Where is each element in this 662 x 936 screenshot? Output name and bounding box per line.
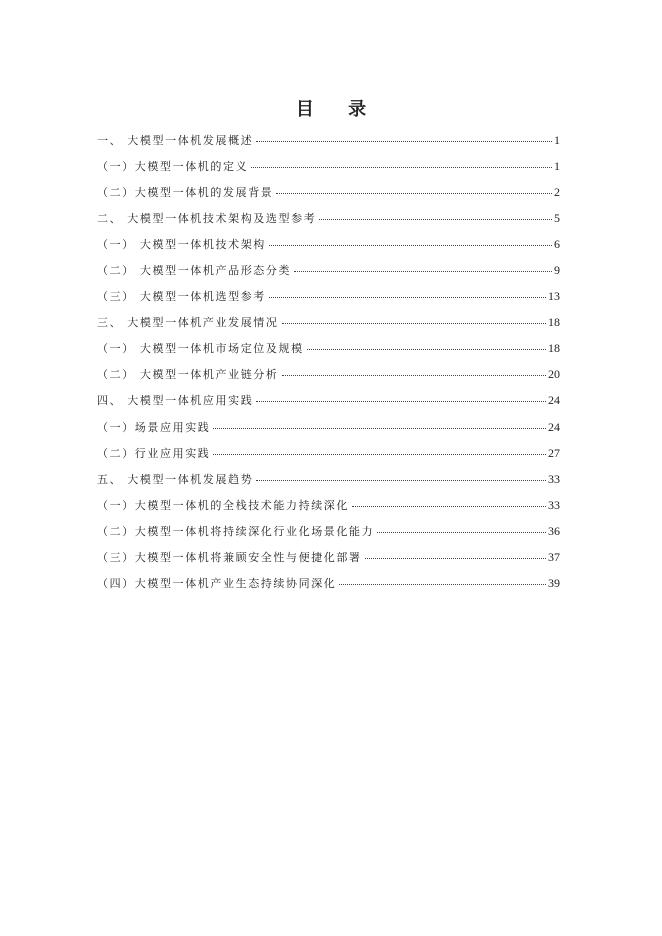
dot-leader [352, 506, 546, 507]
toc-entry-page: 36 [548, 523, 560, 538]
dot-leader [339, 584, 546, 585]
dot-leader [213, 454, 546, 455]
toc-entry[interactable] [97, 392, 560, 418]
toc-entry-label: （二） 大模型一体机产业链分析 [97, 368, 279, 382]
toc-entry[interactable] [97, 575, 560, 601]
dot-leader [294, 271, 552, 272]
dot-leader [319, 219, 552, 220]
toc-entry-page: 9 [554, 263, 560, 278]
toc-entry-page: 1 [554, 159, 560, 174]
toc-entry[interactable] [97, 549, 560, 575]
toc-entry[interactable] [97, 523, 560, 549]
toc-entry[interactable] [97, 497, 560, 523]
toc-entry-label: （二） 大模型一体机产品形态分类 [97, 264, 292, 278]
toc-entry[interactable] [97, 288, 560, 314]
dot-leader [269, 245, 552, 246]
toc-entry-page: 18 [548, 315, 560, 330]
dot-leader [256, 401, 546, 402]
toc-entry[interactable] [97, 236, 560, 262]
dot-leader [256, 480, 546, 481]
toc-entry-label: （四）大模型一体机产业生态持续协同深化 [97, 576, 337, 590]
toc-entry-page: 33 [548, 471, 560, 486]
toc-entry[interactable] [97, 471, 560, 497]
toc-entry-label: （二）大模型一体机将持续深化行业化场景化能力 [97, 524, 375, 538]
table-of-contents [97, 132, 560, 601]
toc-entry[interactable] [97, 366, 560, 392]
toc-entry-label: （一）大模型一体机的全栈技术能力持续深化 [97, 498, 349, 512]
toc-entry-page: 27 [548, 445, 560, 460]
toc-entry-label: （一）场景应用实践 [97, 420, 211, 434]
dot-leader [282, 375, 547, 376]
toc-entry-label: （三）大模型一体机将兼顾安全性与便捷化部署 [97, 550, 362, 564]
toc-entry[interactable] [97, 314, 560, 340]
toc-entry-label: （二）大模型一体机的发展背景 [97, 186, 274, 200]
toc-entry-label: （三） 大模型一体机选型参考 [97, 290, 266, 304]
toc-entry-page: 24 [548, 393, 560, 408]
toc-entry[interactable] [97, 445, 560, 471]
toc-entry[interactable] [97, 419, 560, 445]
toc-entry-label: 三、 大模型一体机产业发展情况 [97, 316, 279, 330]
toc-entry[interactable] [97, 210, 560, 236]
dot-leader [251, 167, 552, 168]
toc-entry-page: 1 [554, 133, 560, 147]
toc-entry[interactable] [97, 158, 560, 184]
toc-entry-page: 37 [548, 549, 560, 564]
dot-leader [377, 532, 546, 533]
dot-leader [256, 141, 552, 142]
toc-entry-page: 5 [554, 211, 560, 226]
dot-leader [276, 193, 552, 194]
toc-entry-page: 20 [548, 367, 560, 382]
toc-entry-label: 四、 大模型一体机应用实践 [97, 394, 254, 408]
dot-leader [269, 297, 546, 298]
dot-leader [365, 558, 546, 559]
dot-leader [282, 323, 547, 324]
toc-entry-page: 18 [548, 341, 560, 356]
toc-entry[interactable] [97, 340, 560, 366]
toc-entry-label: （二）行业应用实践 [97, 446, 211, 460]
toc-entry[interactable] [97, 132, 560, 158]
dot-leader [213, 428, 546, 429]
toc-entry-label: 五、 大模型一体机发展趋势 [97, 472, 254, 486]
toc-entry-page: 2 [554, 185, 560, 200]
toc-entry-label: （一）大模型一体机的定义 [97, 160, 249, 174]
toc-entry-page: 13 [548, 289, 560, 304]
toc-entry-label: （一） 大模型一体机技术架构 [97, 238, 266, 252]
toc-entry[interactable] [97, 262, 560, 288]
toc-entry-label: （一） 大模型一体机市场定位及规模 [97, 342, 304, 356]
toc-entry[interactable] [97, 184, 560, 210]
page-title: 目 录 [295, 99, 381, 120]
toc-entry-page: 33 [548, 497, 560, 512]
toc-entry-page: 39 [548, 575, 560, 590]
toc-entry-page: 6 [554, 237, 560, 252]
toc-entry-label: 一、 大模型一体机发展概述 [97, 134, 254, 147]
dot-leader [307, 349, 546, 350]
toc-entry-label: 二、 大模型一体机技术架构及选型参考 [97, 212, 317, 226]
toc-entry-page: 24 [548, 419, 560, 434]
